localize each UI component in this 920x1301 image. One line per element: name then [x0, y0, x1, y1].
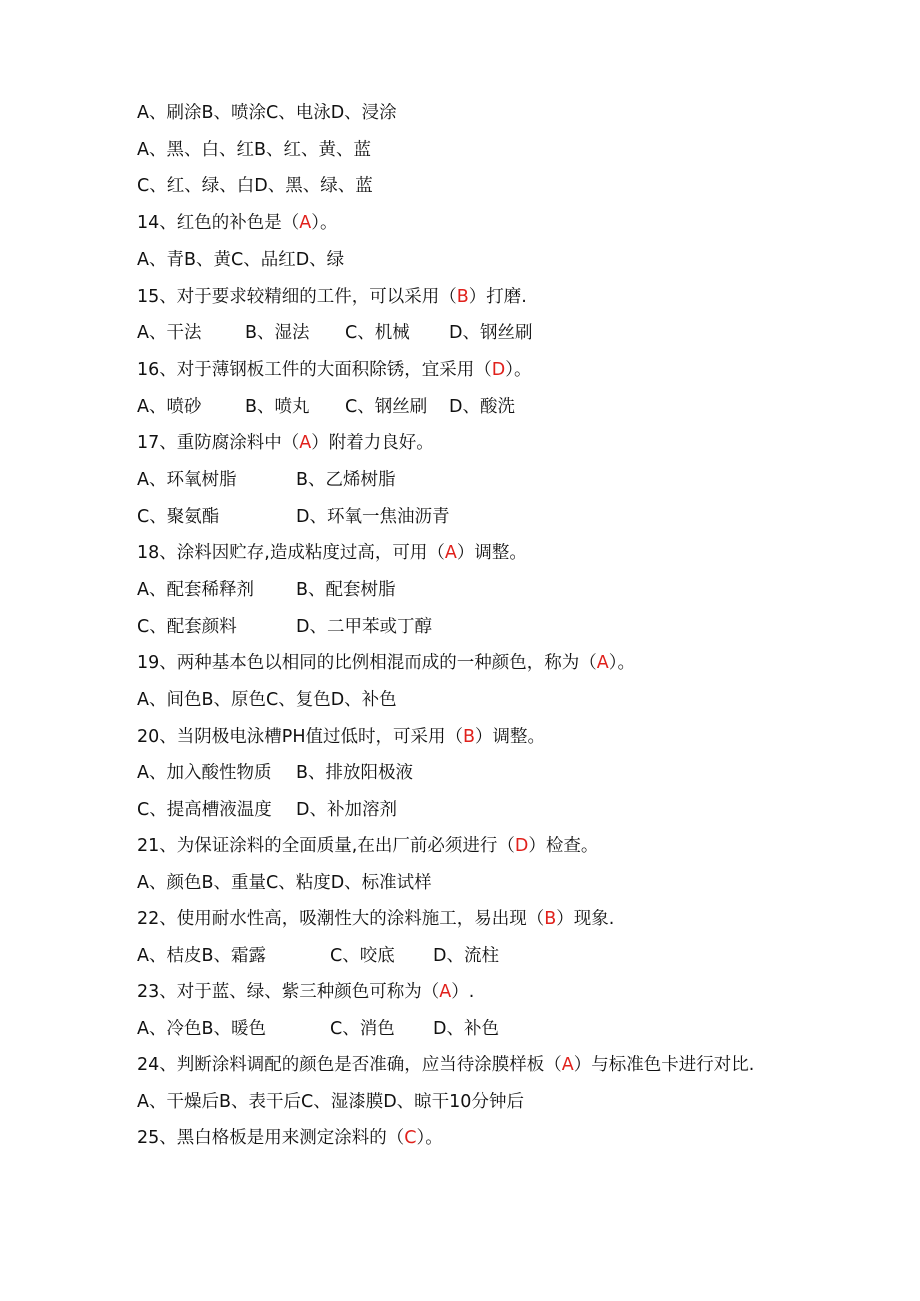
option-a: A、干法 [137, 323, 202, 343]
option-text: A、青B、黄C、品红D、绿 [137, 250, 345, 270]
option-c: C、咬底 [330, 946, 395, 966]
option-d: D、补加溶剂 [296, 800, 397, 820]
options-row [137, 615, 897, 639]
question-number: 20、 [137, 727, 177, 747]
question-24 [137, 1053, 897, 1077]
answer-letter: A [299, 213, 312, 233]
question-19 [137, 651, 897, 675]
question-stem-end: ）。 [505, 360, 532, 380]
option-a: A、配套稀释剂 [137, 580, 254, 600]
question-number: 14、 [137, 213, 177, 233]
option-b: B、乙烯树脂 [296, 470, 396, 490]
question-stem: 对于要求较精细的工件，可以采用（ [176, 287, 457, 307]
options-row [137, 871, 897, 895]
question-stem-end: ）检查。 [528, 836, 599, 856]
question-number: 23、 [137, 982, 177, 1002]
question-stem: 使用耐水性高，吸潮性大的涂料施工，易出现（ [176, 909, 545, 929]
question-stem-end: ）打磨. [468, 287, 527, 307]
question-stem-end: ）。 [416, 1128, 443, 1148]
answer-letter: A [561, 1055, 574, 1075]
question-stem: 两种基本色以相同的比例相混而成的一种颜色，称为（ [176, 653, 597, 673]
option-text: A、刷涂B、喷涂C、电泳D、浸涂 [137, 103, 397, 123]
question-18 [137, 541, 897, 565]
option-text: A、干燥后B、表干后C、湿漆膜D、晾干10分钟后 [137, 1092, 524, 1112]
answer-letter: A [299, 433, 312, 453]
question-number: 17、 [137, 433, 177, 453]
question-23 [137, 980, 897, 1004]
question-22 [137, 907, 897, 931]
question-15 [137, 285, 897, 309]
question-stem-end: ）。 [608, 653, 636, 673]
question-stem: 判断涂料调配的颜色是否准确，应当待涂膜样板（ [176, 1055, 562, 1075]
options-row [137, 1090, 897, 1114]
option-d: D、酸洗 [449, 397, 515, 417]
option-c: C、提高槽液温度 [137, 800, 272, 820]
option-text: C、红、绿、白D、黑、绿、蓝 [137, 176, 373, 196]
answer-letter: B [456, 287, 469, 307]
option-b: B、喷丸 [245, 397, 310, 417]
options-row [137, 468, 897, 492]
option-text: A、颜色B、重量C、粘度D、标准试样 [137, 873, 432, 893]
options-row [137, 761, 897, 785]
question-14 [137, 211, 897, 235]
option-a-b: A、桔皮B、霜露 [137, 946, 266, 966]
options-row [137, 1017, 897, 1041]
option-c: C、消色 [330, 1019, 395, 1039]
question-stem: 红色的补色是（ [176, 213, 300, 233]
question-stem: 涂料因贮存,造成粘度过高，可用（ [176, 543, 445, 563]
options-row [137, 101, 897, 125]
question-number: 18、 [137, 543, 177, 563]
options-row [137, 174, 897, 198]
option-a: A、环氧树脂 [137, 470, 237, 490]
question-21 [137, 834, 897, 858]
option-b: B、排放阳极液 [296, 763, 414, 783]
question-number: 21、 [137, 836, 177, 856]
option-text: A、间色B、原色C、复色D、补色 [137, 690, 397, 710]
question-stem-end: ）. [451, 982, 475, 1002]
question-stem: 对于蓝、绿、紫三种颜色可称为（ [176, 982, 440, 1002]
question-stem-end: ）附着力良好。 [311, 433, 434, 453]
options-row [137, 505, 897, 529]
options-row [137, 395, 897, 419]
option-d: D、流柱 [433, 946, 499, 966]
question-stem-end: ）。 [311, 213, 338, 233]
options-row [137, 944, 897, 968]
question-16 [137, 358, 897, 382]
option-b: B、配套树脂 [296, 580, 396, 600]
question-stem: 对于薄钢板工件的大面积除锈，宜采用（ [176, 360, 492, 380]
question-stem-end: ）现象. [556, 909, 615, 929]
option-c: C、机械 [345, 323, 410, 343]
question-number: 24、 [137, 1055, 177, 1075]
answer-letter: B [544, 909, 557, 929]
options-row [137, 578, 897, 602]
answer-letter: D [514, 836, 529, 856]
question-stem: 重防腐涂料中（ [176, 433, 300, 453]
option-b: B、湿法 [245, 323, 310, 343]
answer-letter: A [596, 653, 609, 673]
options-row [137, 138, 897, 162]
option-a: A、喷砂 [137, 397, 202, 417]
answer-letter: D [491, 360, 506, 380]
option-d: D、二甲苯或丁醇 [296, 617, 432, 637]
question-number: 22、 [137, 909, 177, 929]
option-d: D、钢丝刷 [449, 323, 533, 343]
option-a-b: A、冷色B、暖色 [137, 1019, 266, 1039]
question-number: 19、 [137, 653, 177, 673]
question-number: 16、 [137, 360, 177, 380]
question-number: 15、 [137, 287, 177, 307]
question-20 [137, 725, 897, 749]
answer-letter: A [439, 982, 452, 1002]
options-row [137, 248, 897, 272]
answer-letter: C [404, 1128, 417, 1148]
option-c: C、配套颜料 [137, 617, 237, 637]
option-d: D、环氧一焦油沥青 [296, 507, 450, 527]
question-number: 25、 [137, 1128, 177, 1148]
question-stem-end: ）调整。 [456, 543, 527, 563]
options-row [137, 688, 897, 712]
question-stem: 当阴极电泳槽PH值过低时，可采用（ [176, 727, 463, 747]
answer-letter: A [444, 543, 457, 563]
option-d: D、补色 [433, 1019, 499, 1039]
option-text: A、黑、白、红B、红、黄、蓝 [137, 140, 371, 160]
question-17 [137, 431, 897, 455]
options-row [137, 798, 897, 822]
question-stem-end: ）调整。 [475, 727, 546, 747]
answer-letter: B [463, 727, 476, 747]
option-c: C、聚氨酯 [137, 507, 220, 527]
question-stem: 为保证涂料的全面质量,在出厂前必须进行（ [176, 836, 515, 856]
question-25 [137, 1126, 897, 1150]
option-c: C、钢丝刷 [345, 397, 428, 417]
options-row [137, 321, 897, 345]
question-stem: 黑白格板是用来测定涂料的（ [176, 1128, 405, 1148]
option-a: A、加入酸性物质 [137, 763, 272, 783]
question-stem-end: ）与标准色卡进行对比. [573, 1055, 755, 1075]
